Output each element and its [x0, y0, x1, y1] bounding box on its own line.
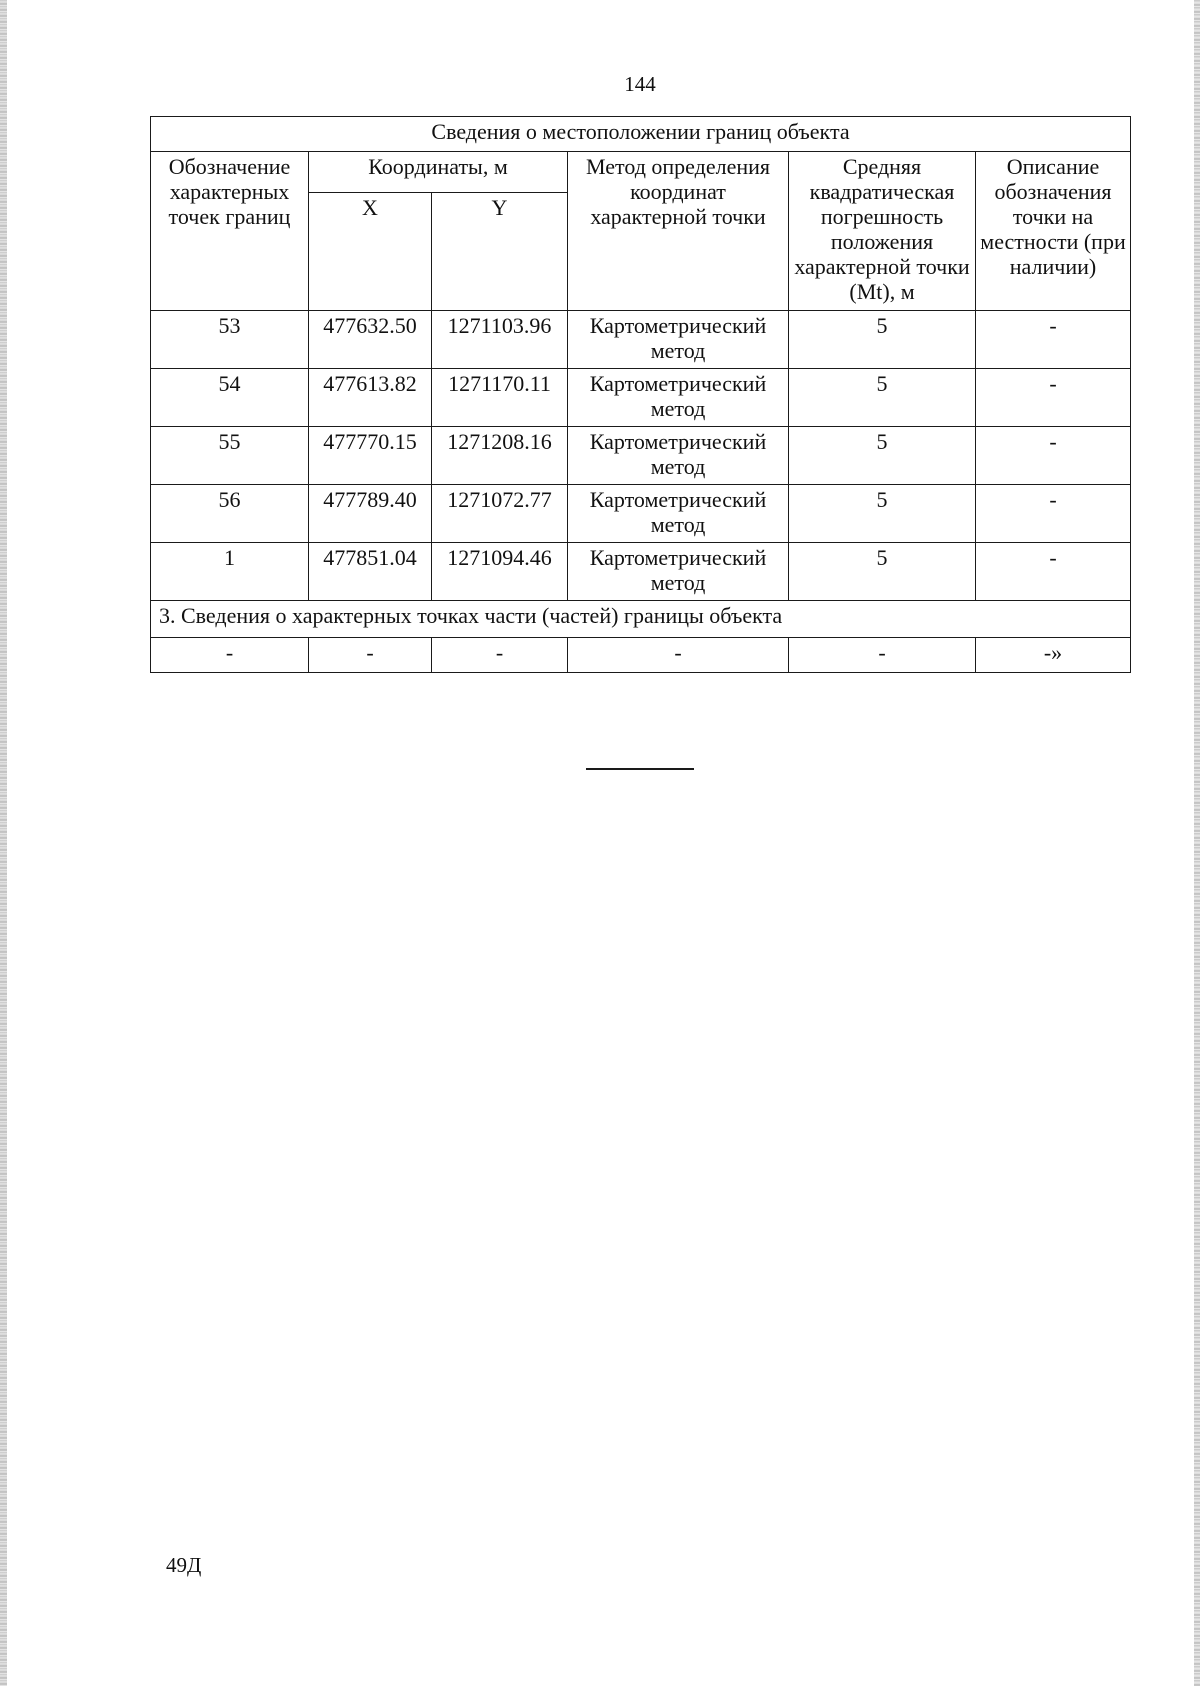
cell-point: 53	[151, 311, 309, 369]
cell-method: Картометрический метод	[568, 427, 789, 485]
header-x: X	[309, 193, 432, 311]
cell-method: Картометрический метод	[568, 369, 789, 427]
boundary-points-table	[150, 116, 1131, 673]
section3-cell: -	[432, 638, 568, 673]
end-divider-line	[586, 768, 694, 770]
cell-accuracy: 5	[789, 311, 976, 369]
cell-point: 1	[151, 543, 309, 601]
table-row	[151, 427, 1131, 485]
table-title: Сведения о местоположении границ объекта	[151, 117, 1131, 152]
table-title-row	[151, 117, 1131, 152]
table-row	[151, 369, 1131, 427]
section3-cell: -	[789, 638, 976, 673]
page-number: 144	[624, 72, 656, 96]
header-method: Метод определения координат характерной точки	[568, 152, 789, 311]
section3-cell: -	[151, 638, 309, 673]
section3-row	[151, 638, 1131, 673]
table-header-row	[151, 152, 1131, 193]
header-coordinates: Координаты, м	[309, 152, 568, 193]
section3-cell: -»	[976, 638, 1131, 673]
table-row	[151, 485, 1131, 543]
cell-description: -	[976, 369, 1131, 427]
document-code: 49Д	[166, 1553, 202, 1577]
cell-point: 54	[151, 369, 309, 427]
cell-y: 1271208.16	[432, 427, 568, 485]
cell-description: -	[976, 543, 1131, 601]
cell-point: 56	[151, 485, 309, 543]
cell-description: -	[976, 311, 1131, 369]
header-point-designation: Обозначение характерных точек границ	[151, 152, 309, 311]
cell-point: 55	[151, 427, 309, 485]
cell-description: -	[976, 427, 1131, 485]
scan-edge-right	[1194, 0, 1200, 1686]
cell-accuracy: 5	[789, 427, 976, 485]
cell-y: 1271072.77	[432, 485, 568, 543]
cell-x: 477789.40	[309, 485, 432, 543]
cell-y: 1271103.96	[432, 311, 568, 369]
table-row	[151, 311, 1131, 369]
header-description: Описание обозначения точки на местности (при наличии)	[976, 152, 1131, 311]
scan-edge-left	[0, 0, 7, 1686]
header-accuracy: Средняя квадратическая погрешность положения характерной точки (Mt), м	[789, 152, 976, 311]
cell-method: Картометрический метод	[568, 485, 789, 543]
cell-method: Картометрический метод	[568, 311, 789, 369]
cell-description: -	[976, 485, 1131, 543]
cell-accuracy: 5	[789, 485, 976, 543]
header-y: Y	[432, 193, 568, 311]
cell-y: 1271094.46	[432, 543, 568, 601]
section3-cell: -	[568, 638, 789, 673]
section3-title-row	[151, 601, 1131, 638]
cell-x: 477770.15	[309, 427, 432, 485]
cell-x: 477851.04	[309, 543, 432, 601]
table-row	[151, 543, 1131, 601]
cell-method: Картометрический метод	[568, 543, 789, 601]
cell-y: 1271170.11	[432, 369, 568, 427]
cell-x: 477613.82	[309, 369, 432, 427]
section3-title: 3. Сведения о характерных точках части (частей) границы объекта	[151, 601, 1131, 638]
cell-accuracy: 5	[789, 543, 976, 601]
section3-cell: -	[309, 638, 432, 673]
cell-x: 477632.50	[309, 311, 432, 369]
cell-accuracy: 5	[789, 369, 976, 427]
